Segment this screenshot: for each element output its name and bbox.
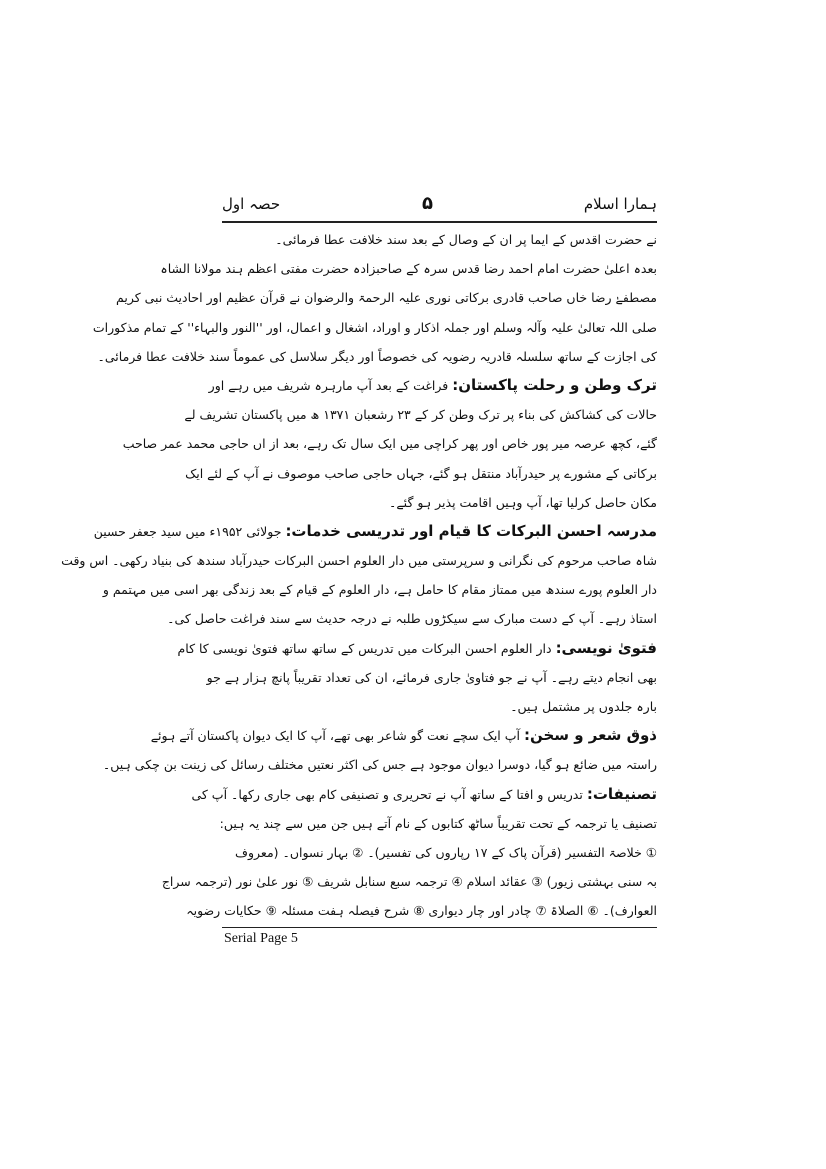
line-text: فراغت کے بعد آپ مارہرہ شریف میں رہے اور: [208, 377, 453, 393]
line-text: تصنیف یا ترجمہ کے تحت تقریباً ساٹھ کتابوں کے نام آتے ہیں جن میں سے چند یہ ہیں:: [219, 815, 657, 831]
line-text: حالات کی کشاکش کی بناء پر ترک وطن کر کے ۲۳ رشعبان ۱۳۷۱ ھ میں پاکستان تشریف لے: [184, 407, 657, 423]
section-heading: ترک وطن و رحلت پاکستان:: [452, 375, 657, 394]
text-line: [177, 634, 657, 663]
serial-page-footer: [224, 931, 298, 947]
line-text: دار العلوم احسن البرکات میں تدریس کے ساتھ ساتھ فتویٰ نویسی کا کام: [177, 640, 556, 656]
line-text: گئے، کچھ عرصہ میر پور خاص اور پھر کراچی میں ایک سال تک رہے، بعد از اں حاجی محمد عمر صاحب: [122, 436, 657, 452]
section-heading: تصنیفات:: [586, 784, 657, 803]
line-text: آپ ایک سچے نعت گو شاعر بھی تھے، آپ کا ایک دیوان پاکستان آتے ہوئے: [150, 728, 524, 744]
text-line: [206, 663, 657, 692]
text-line: [61, 546, 657, 575]
footer-rule: [222, 927, 657, 928]
serial-page-number: 5: [290, 931, 298, 946]
book-title: ہمارا اسلام: [583, 195, 657, 213]
line-text: مصطفےٰ رضا خاں صاحب قادری برکاتی نوری علیہ الرحمۃ والرضوان نے قرآن عظیم اور احادیث نبی کریم: [116, 290, 657, 306]
section-heading: فتویٰ نویسی:: [555, 638, 657, 657]
text-line: [167, 604, 657, 633]
line-text: جولائی ۱۹۵۲ء میں سید جعفر حسین: [93, 523, 286, 539]
text-line: [122, 429, 657, 458]
line-text: بارہ جلدوں پر مشتمل ہیں۔: [510, 699, 657, 714]
text-line: [93, 517, 657, 546]
section-heading: ذوق شعر و سخن:: [523, 726, 657, 745]
page-number: ۵: [422, 193, 433, 214]
text-line: [219, 809, 657, 838]
page-content: [61, 225, 657, 925]
line-text: استاذ رہے۔ آپ کے دست مبارک سے سیکڑوں طلبہ نے درجہ حدیث سے سند فراغت حاصل کی۔: [167, 611, 657, 627]
section-heading: مدرسہ احسن البرکات کا قیام اور تدریسی خدمات:: [285, 521, 657, 540]
text-line: [222, 488, 657, 517]
header-rule: [222, 221, 657, 223]
line-text: مکان حاصل کرلیا تھا، آپ وہیں اقامت پذیر ہو گئے۔: [389, 494, 657, 510]
text-line: [161, 867, 657, 896]
text-line: [160, 254, 657, 283]
line-text: بہ سنی بہشتی زیور) ③ عقائد اسلام ④ ترجمہ سبع سنابل شریف ⑤ نور علیٰ نور (ترجمہ سراج: [161, 874, 657, 890]
text-line: [102, 750, 657, 779]
text-line: [191, 780, 657, 809]
text-line: [184, 400, 657, 429]
text-line: [186, 896, 657, 925]
line-text: تدریس و افتا کے ساتھ آپ نے تحریری و تصنیفی کام بھی جاری رکھا۔ آپ کی: [191, 786, 587, 802]
text-line: [222, 692, 657, 721]
line-text: نے حضرت اقدس کے ایما پر ان کے وصال کے بعد سند خلافت عطا فرمائی۔: [275, 232, 657, 247]
text-line: [116, 283, 657, 312]
line-text: ① خلاصۃ التفسیر (قرآن پاک کے ۱۷ رپاروں کی تفسیر)۔ ② بہار نسواں۔ (معروف: [235, 844, 657, 860]
line-text: العوارف)۔ ⑥ الصلاۃ ⑦ چادر اور چار دیواری ⑧ شرح فیصلہ ہفت مسئلہ ⑨ حکایات رضویہ: [186, 903, 657, 919]
line-text: کی اجازت کے ساتھ سلسلہ قادریہ رضویہ کی خصوصاً اور دیگر سلاسل کی عموماً سند خلافت عطا فرمائی۔: [97, 348, 657, 364]
text-line: [97, 342, 657, 371]
line-text: بھی انجام دیتے رہے۔ آپ نے جو فتاویٰ جاری فرمائے، ان کی تعداد تقریباً پانچ ہزار ہے جو: [206, 669, 657, 685]
running-header: [222, 195, 657, 219]
line-text: راستہ میں ضائع ہو گیا، دوسرا دیوان موجود ہے جس کی اکثر نعتیں مختلف رسائل کی زینت بن چکی ہیں۔: [102, 757, 657, 773]
text-line: [208, 371, 657, 400]
line-text: دار العلوم پورے سندھ میں ممتاز مقام کا حامل ہے، دار العلوم کے قیام کے بعد زندگی بھر اسی میں مہتمم و: [102, 582, 657, 598]
text-line: [150, 721, 657, 750]
text-line: [222, 838, 657, 867]
text-line: [92, 313, 657, 342]
line-text: برکاتی کے مشورے پر حیدرآباد منتقل ہو گئے، جہاں حاجی صاحب موصوف نے آپ کے لئے ایک: [185, 465, 657, 481]
line-text: صلی اللہ تعالیٰ علیہ وآلہ وسلم اور جملہ اذکار و اوراد، اشغال و اعمال، اور ''النور والبہاء'' کے تمام مذکورات: [92, 319, 657, 335]
serial-page-label: Serial Page: [224, 931, 288, 946]
text-line: [222, 225, 657, 254]
text-line: [185, 459, 657, 488]
line-text: بعدہ اعلیٰ حضرت امام احمد رضا قدس سرہ کے صاحبزادہ حضرت مفتی اعظم ہند مولانا الشاہ: [160, 261, 657, 277]
line-text: شاہ صاحب مرحوم کی نگرانی و سرپرستی میں دار العلوم احسن البرکات حیدرآباد سندھ کی بنیاد رکھی۔ اس وقت: [61, 553, 657, 569]
text-line: [102, 575, 657, 604]
header-section-label: حصہ اول: [222, 195, 281, 213]
